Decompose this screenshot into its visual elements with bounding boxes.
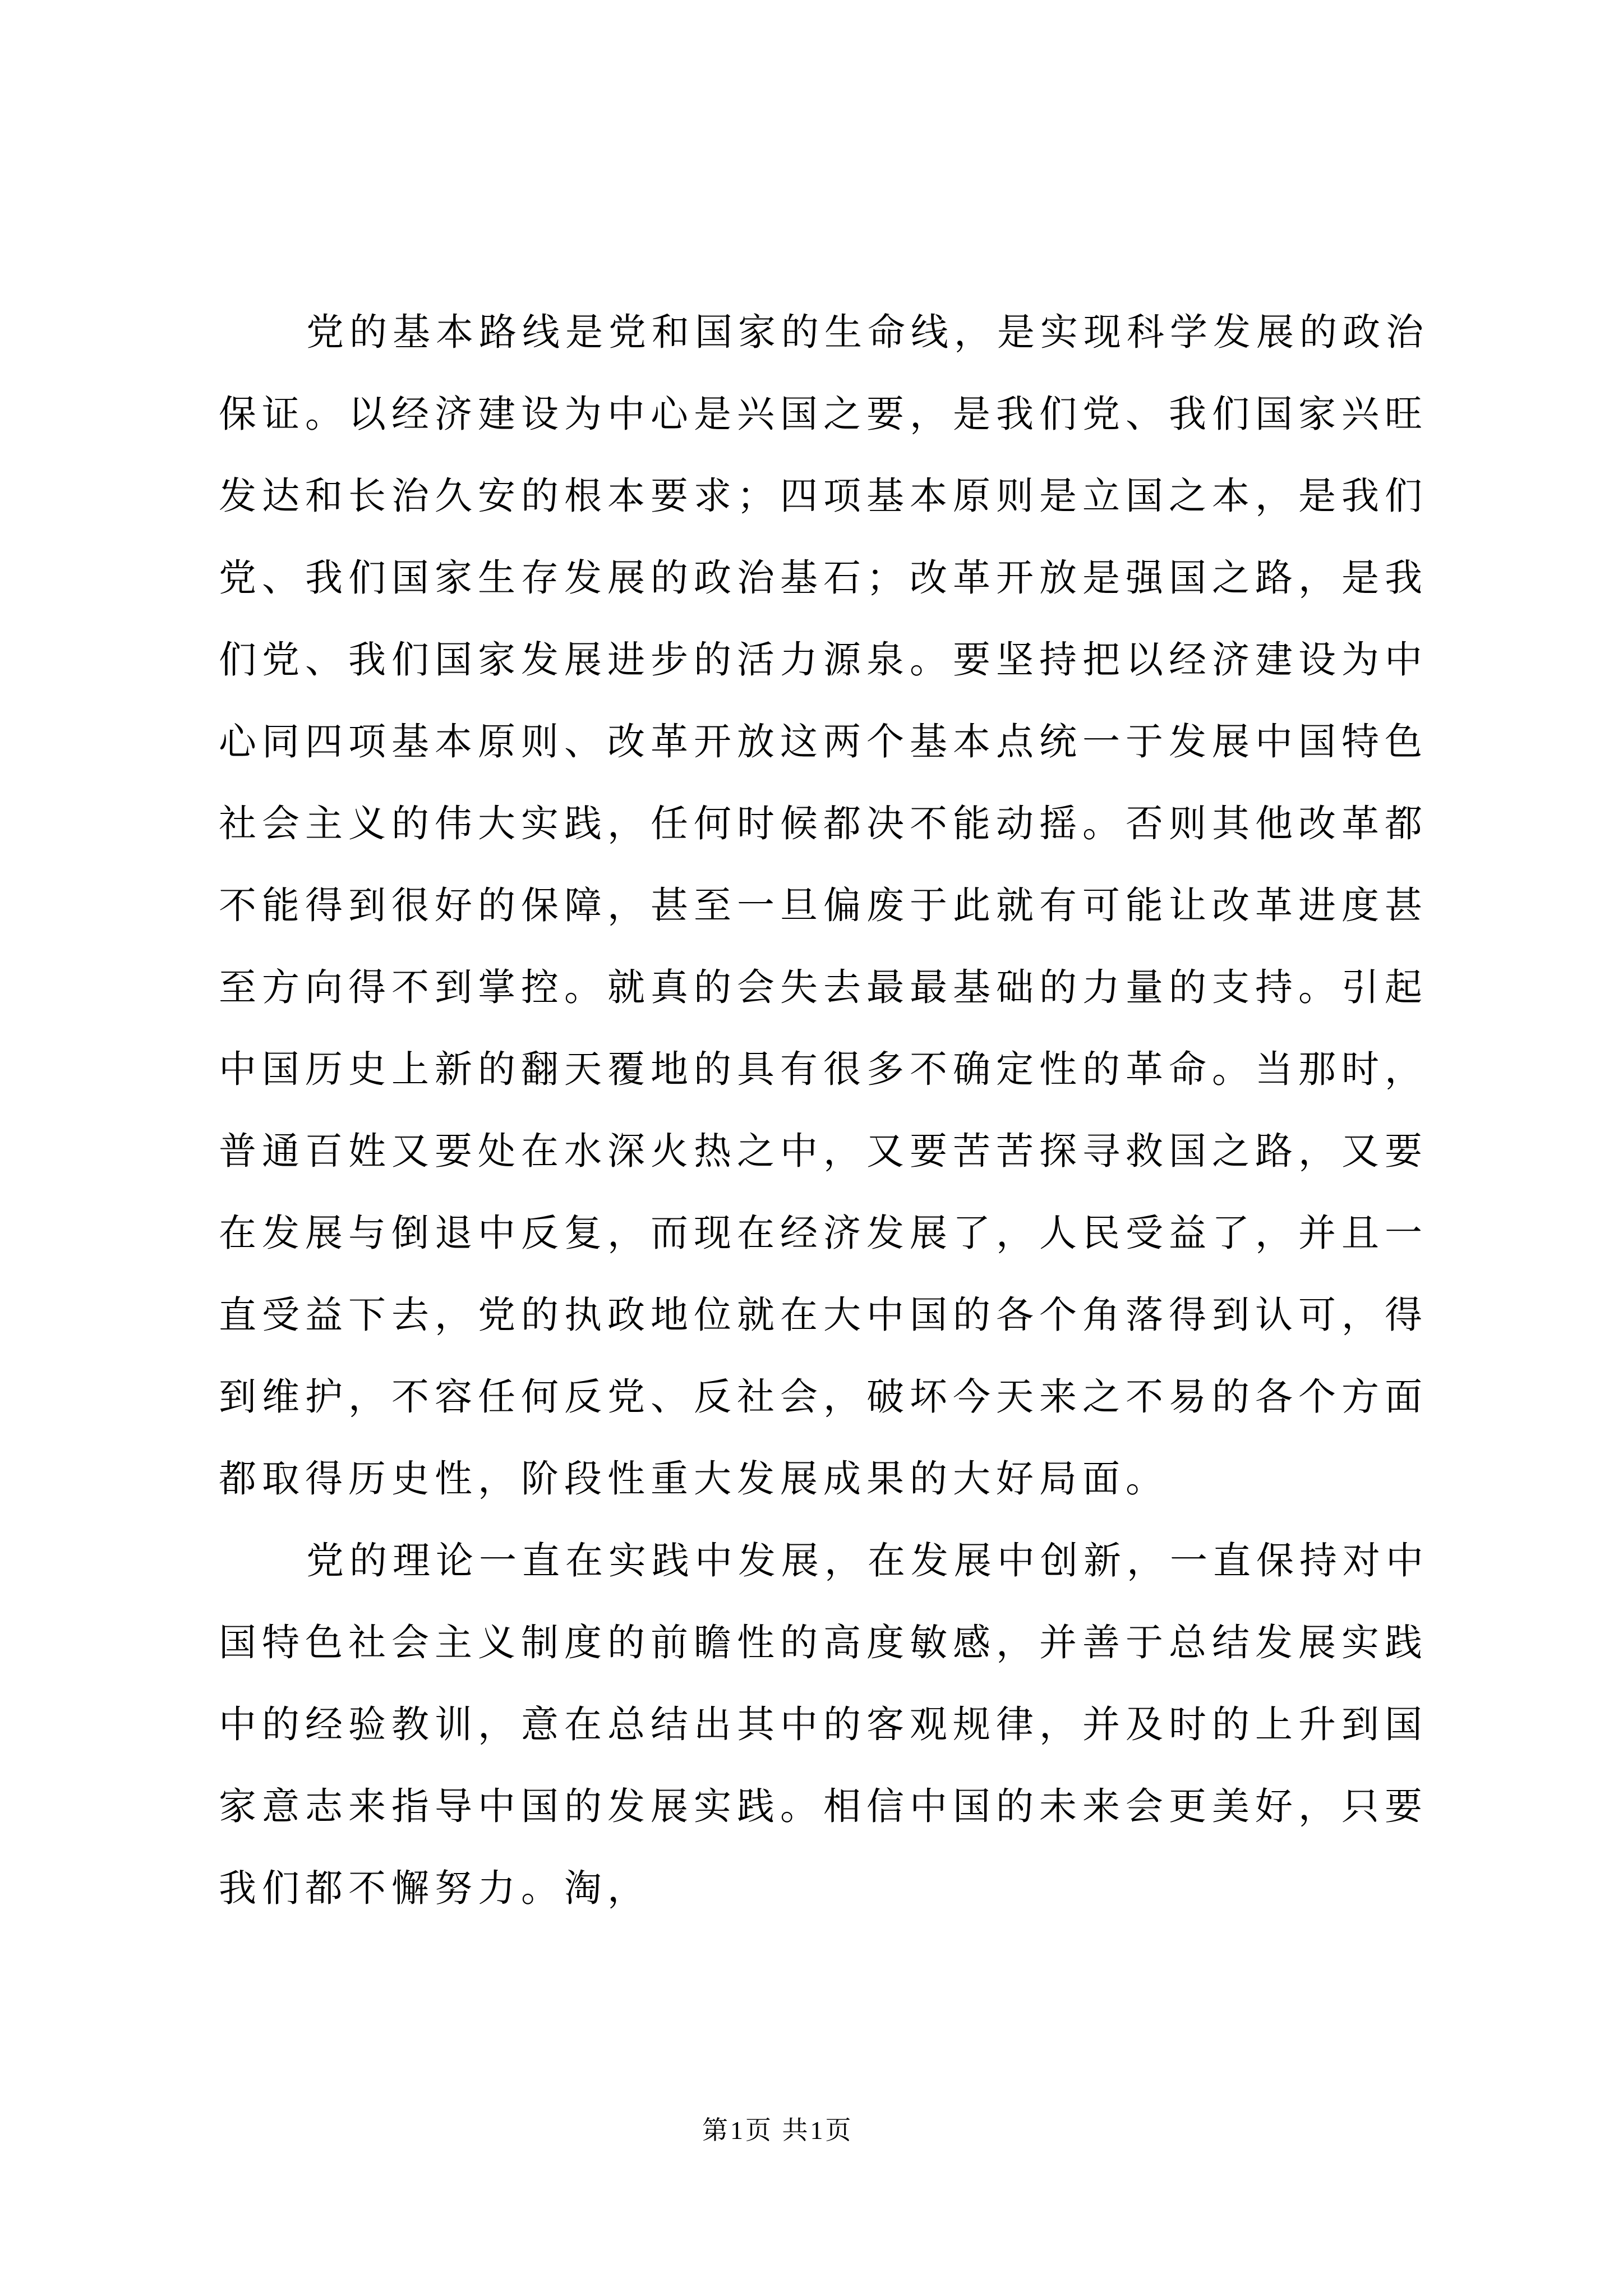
text-line: 直受益下去，党的执政地位就在大中国的各个角落得到认可，得 xyxy=(219,1295,1428,1336)
document-body xyxy=(219,292,1447,1930)
text-line: 中国历史上新的翻天覆地的具有很多不确定性的革命。当那时， xyxy=(219,1049,1428,1091)
text-line: 们党、我们国家发展进步的活力源泉。要坚持把以经济建设为中 xyxy=(219,639,1428,681)
text-line: 党、我们国家生存发展的政治基石；改革开放是强国之路，是我 xyxy=(219,558,1428,599)
text-line: 在发展与倒退中反复，而现在经济发展了，人民受益了，并且一 xyxy=(219,1213,1428,1254)
text-line: 社会主义的伟大实践，任何时候都决不能动摇。否则其他改革都 xyxy=(219,803,1428,845)
text-line: 党的理论一直在实践中发展，在发展中创新，一直保持对中 xyxy=(306,1540,1429,1582)
text-line: 中的经验教训，意在总结出其中的客观规律，并及时的上升到国 xyxy=(219,1704,1428,1746)
text-line: 党的基本路线是党和国家的生命线，是实现科学发展的政治 xyxy=(306,312,1429,353)
text-line: 心同四项基本原则、改革开放这两个基本点统一于发展中国特色 xyxy=(219,721,1428,763)
text-line: 到维护，不容任何反党、反社会，破坏今天来之不易的各个方面 xyxy=(219,1377,1428,1418)
text-line: 至方向得不到掌控。就真的会失去最最基础的力量的支持。引起 xyxy=(219,967,1428,1009)
paragraph-2 xyxy=(219,1520,1447,1930)
text-line: 不能得到很好的保障，甚至一旦偏废于此就有可能让改革进度甚 xyxy=(219,885,1428,927)
text-line: 都取得历史性，阶段性重大发展成果的大好局面。 xyxy=(219,1458,1169,1500)
text-line: 普通百姓又要处在水深火热之中，又要苦苦探寻救国之路，又要 xyxy=(219,1131,1428,1172)
text-line: 保证。以经济建设为中心是兴国之要，是我们党、我们国家兴旺 xyxy=(219,394,1428,435)
paragraph-1 xyxy=(219,292,1447,1520)
page-footer: 第1页 共1页 xyxy=(702,2116,854,2145)
text-line: 发达和长治久安的根本要求；四项基本原则是立国之本，是我们 xyxy=(219,476,1428,517)
text-line: 我们都不懈努力。淘， xyxy=(219,1868,651,1910)
text-line: 家意志来指导中国的发展实践。相信中国的未来会更美好，只要 xyxy=(219,1786,1428,1828)
text-line: 国特色社会主义制度的前瞻性的高度敏感，并善于总结发展实践 xyxy=(219,1622,1428,1664)
